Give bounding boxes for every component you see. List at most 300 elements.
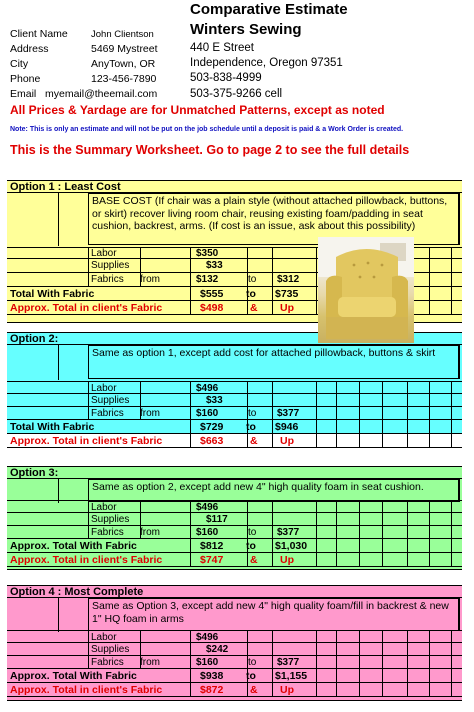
total-fabric-row-cell: $1,030 [275, 540, 308, 552]
grid-line [382, 501, 383, 512]
grid-line [429, 553, 430, 566]
grid-line [316, 553, 317, 566]
client-fabric-row-cell: & [250, 302, 258, 314]
grid-line [190, 683, 191, 696]
grid-line [247, 631, 248, 642]
grid-line [382, 526, 383, 538]
prices-note: All Prices & Yardage are for Unmatched Patterns, except as noted [10, 103, 385, 117]
labor-row-cell: Labor [91, 502, 117, 513]
labor-row-cell: Labor [91, 383, 117, 394]
option-title: Option 1 : Least Cost [10, 181, 121, 193]
grid-line [316, 407, 317, 419]
grid-line [272, 273, 273, 286]
grid-line [451, 631, 452, 642]
client-fabric-row-cell: & [250, 435, 258, 447]
grid-line [316, 656, 317, 668]
grid-line [429, 526, 430, 538]
grid-line [407, 434, 408, 447]
fabrics-row-cell: from [140, 274, 160, 285]
grid-line [451, 539, 452, 552]
grid-line [451, 434, 452, 447]
grid-line [190, 420, 191, 433]
client-fabric-row-cell: & [250, 684, 258, 696]
grid-line [88, 656, 89, 668]
fabrics-row-cell: from [140, 657, 160, 668]
fabrics-row-cell: $132 [196, 274, 219, 285]
option-description: BASE COST (If chair was a plain style (without attached pillowback, buttons, or skirt) recover living room chair, reusing existing foam/padding in seat cushion, backrest, arms. (If cost is an issue, ask about this possibility) [88, 193, 460, 245]
grid-line [429, 539, 430, 552]
client-fabric-row [7, 683, 462, 697]
grid-line [336, 407, 337, 419]
grid-line [407, 526, 408, 538]
total-fabric-row [7, 539, 462, 553]
grid-line [140, 631, 141, 642]
grid-line [190, 501, 191, 512]
total-fabric-row-cell: $1,155 [275, 670, 308, 682]
grid-line [190, 259, 191, 272]
shop-street: 440 E Street [190, 42, 254, 54]
grid-line [451, 669, 452, 682]
grid-line [336, 539, 337, 552]
grid-line [407, 643, 408, 655]
grid-line [429, 631, 430, 642]
grid-line [336, 501, 337, 512]
client-fabric-row-cell: Approx. Total in client's Fabric [10, 684, 163, 696]
grid-line [316, 539, 317, 552]
grid-line [58, 192, 59, 246]
email-value: myemail@theemail.com [45, 88, 158, 100]
grid-line [190, 656, 191, 668]
grid-line [429, 513, 430, 525]
client-fabric-row-cell: Up [280, 302, 294, 314]
grid-line [382, 539, 383, 552]
grid-line [382, 669, 383, 682]
summary-note: This is the Summary Worksheet. Go to page 2 to see the full details [10, 143, 410, 157]
grid-line [359, 420, 360, 433]
client-fabric-row-cell: Approx. Total in client's Fabric [10, 554, 163, 566]
total-fabric-row-cell: to [246, 670, 256, 682]
grid-line [140, 513, 141, 525]
total-fabric-row [7, 669, 462, 683]
grid-line [316, 301, 317, 314]
grid-line [272, 683, 273, 696]
fabrics-row-cell: to [248, 527, 257, 538]
estimate-title: Comparative Estimate [190, 1, 348, 18]
grid-line [272, 382, 273, 393]
grid-line [316, 631, 317, 642]
option-description: Same as Option 3, except add new 4" high quality foam/fill in backrest & new 1" HQ foam in arms [88, 598, 460, 631]
grid-line [247, 394, 248, 406]
fabrics-row-cell: $377 [277, 657, 300, 668]
grid-line [382, 683, 383, 696]
supplies-row-cell: $33 [206, 395, 223, 406]
grid-line [272, 669, 273, 682]
total-fabric-row-cell: Total With Fabric [10, 421, 95, 433]
grid-line [316, 273, 317, 286]
supplies-row-cell: $117 [206, 514, 228, 525]
grid-line [359, 434, 360, 447]
grid-line [247, 501, 248, 512]
client-fabric-row-cell: Approx. Total in client's Fabric [10, 302, 163, 314]
grid-line [382, 656, 383, 668]
fabrics-row-cell: $160 [196, 527, 219, 538]
grid-line [316, 434, 317, 447]
grid-line [316, 513, 317, 525]
supplies-row-cell: Supplies [91, 514, 130, 525]
grid-line [247, 248, 248, 258]
grid-line [359, 407, 360, 419]
grid-line [140, 643, 141, 655]
client-fabric-row-cell: $663 [200, 435, 224, 447]
grid-line [58, 597, 59, 632]
grid-line [336, 382, 337, 393]
grid-line [382, 407, 383, 419]
grid-line [316, 526, 317, 538]
grid-line [359, 643, 360, 655]
grid-line [190, 553, 191, 566]
grid-line [407, 553, 408, 566]
total-fabric-row-cell: $735 [275, 288, 299, 300]
client-fabric-row-cell: $747 [200, 554, 224, 566]
fabrics-row-cell: from [140, 527, 160, 538]
grid-line [429, 382, 430, 393]
supplies-row [7, 394, 462, 407]
grid-line [316, 382, 317, 393]
shop-city: Independence, Oregon 97351 [190, 57, 343, 69]
supplies-row-cell: $33 [206, 260, 223, 271]
grid-line [190, 287, 191, 300]
fabrics-row-cell: to [248, 657, 257, 668]
grid-line [140, 259, 141, 272]
grid-line [451, 273, 452, 286]
grid-line [316, 394, 317, 406]
grid-line [247, 301, 248, 314]
grid-line [190, 526, 191, 538]
labor-row-cell: $496 [196, 383, 219, 394]
grid-line [140, 394, 141, 406]
grid-line [382, 394, 383, 406]
grid-line [272, 539, 273, 552]
grid-line [190, 382, 191, 393]
grid-line [88, 248, 89, 258]
grid-line [359, 631, 360, 642]
grid-line [429, 434, 430, 447]
grid-line [451, 301, 452, 314]
grid-line [451, 553, 452, 566]
grid-line [429, 301, 430, 314]
grid-line [88, 259, 89, 272]
client-fabric-row-cell: Approx. Total in client's Fabric [10, 435, 163, 447]
fabrics-row-cell: $377 [277, 408, 300, 419]
grid-line [359, 553, 360, 566]
grid-line [247, 259, 248, 272]
city-value: AnyTown, OR [91, 58, 156, 70]
grid-line [272, 248, 273, 258]
client-fabric-row-cell: Up [280, 435, 294, 447]
grid-line [247, 434, 248, 447]
grid-line [451, 287, 452, 300]
grid-line [336, 394, 337, 406]
fabrics-row-cell: from [140, 408, 160, 419]
phone-value: 123-456-7890 [91, 73, 157, 85]
fabrics-row-cell: $160 [196, 657, 219, 668]
grid-line [316, 683, 317, 696]
grid-line [429, 248, 430, 258]
grid-line [88, 407, 89, 419]
grid-line [429, 683, 430, 696]
total-fabric-row-cell: to [246, 421, 256, 433]
grid-line [451, 683, 452, 696]
grid-line [316, 259, 317, 272]
grid-line [382, 513, 383, 525]
client-name-value: John Clientson [91, 29, 154, 40]
grid-line [407, 683, 408, 696]
grid-line [190, 273, 191, 286]
client-fabric-row [7, 434, 462, 448]
fabrics-row-cell: Fabrics [91, 408, 124, 419]
shop-cell: 503-375-9266 cell [190, 88, 283, 100]
fabrics-row-cell: $312 [277, 274, 300, 285]
grid-line [359, 501, 360, 512]
grid-line [316, 287, 317, 300]
grid-line [407, 513, 408, 525]
fabrics-row-cell: Fabrics [91, 527, 124, 538]
grid-line [407, 420, 408, 433]
grid-line [429, 420, 430, 433]
labor-row-cell: $496 [196, 632, 219, 643]
grid-line [359, 539, 360, 552]
labor-row [7, 500, 462, 513]
grid-line [272, 287, 273, 300]
grid-line [316, 669, 317, 682]
supplies-row-cell: $242 [206, 644, 229, 655]
total-fabric-row-cell: Approx. Total With Fabric [10, 540, 137, 552]
fabrics-row-cell: Fabrics [91, 274, 124, 285]
grid-line [429, 407, 430, 419]
client-fabric-row [7, 553, 462, 567]
grid-line [272, 407, 273, 419]
grid-line [407, 631, 408, 642]
grid-line [247, 513, 248, 525]
grid-line [451, 501, 452, 512]
grid-line [272, 301, 273, 314]
grid-line [272, 631, 273, 642]
option-description: Same as option 2, except add new 4" high quality foam in seat cushion. [88, 479, 460, 502]
supplies-row [7, 513, 462, 526]
fabrics-row [7, 656, 462, 669]
grid-line [190, 434, 191, 447]
client-fabric-row-cell: $872 [200, 684, 224, 696]
grid-line [407, 669, 408, 682]
grid-line [429, 287, 430, 300]
labor-row-cell: $350 [196, 248, 219, 259]
labor-row-cell: $496 [196, 502, 219, 513]
total-fabric-row-cell: $938 [200, 670, 224, 682]
labor-row [7, 630, 462, 643]
grid-line [190, 301, 191, 314]
grid-line [190, 631, 191, 642]
grid-line [336, 526, 337, 538]
armchair-icon [318, 237, 414, 343]
grid-line [429, 259, 430, 272]
grid-line [451, 259, 452, 272]
address-label: Address [10, 43, 49, 55]
option-title: Option 2: [10, 333, 59, 345]
total-fabric-row-cell: $812 [200, 540, 224, 552]
grid-line [359, 394, 360, 406]
grid-line [429, 656, 430, 668]
grid-line [336, 643, 337, 655]
total-fabric-row [7, 420, 462, 434]
grid-line [316, 248, 317, 258]
total-fabric-row-cell: to [246, 540, 256, 552]
grid-line [88, 394, 89, 406]
client-fabric-row-cell: $498 [200, 302, 224, 314]
grid-line [451, 643, 452, 655]
total-fabric-row-cell: $555 [200, 288, 224, 300]
grid-line [429, 501, 430, 512]
grid-line [382, 631, 383, 642]
email-label: Email [10, 88, 37, 100]
grid-line [190, 407, 191, 419]
grid-line [359, 513, 360, 525]
labor-row-cell: Labor [91, 632, 117, 643]
total-fabric-row-cell: $729 [200, 421, 224, 433]
grid-line [140, 382, 141, 393]
grid-line [272, 526, 273, 538]
grid-line [88, 526, 89, 538]
grid-line [272, 420, 273, 433]
supplies-row-cell: Supplies [91, 644, 130, 655]
grid-line [382, 420, 383, 433]
fabrics-row [7, 526, 462, 539]
total-fabric-row-cell: Total With Fabric [10, 288, 95, 300]
supplies-row-cell: Supplies [91, 395, 130, 406]
grid-line [272, 501, 273, 512]
grid-line [336, 420, 337, 433]
grid-line [272, 553, 273, 566]
grid-line [272, 259, 273, 272]
client-fabric-row-cell: Up [280, 684, 294, 696]
client-fabric-row-cell: & [250, 554, 258, 566]
fabrics-row-cell: $377 [277, 527, 300, 538]
labor-row-cell: Labor [91, 248, 117, 259]
shop-phone: 503-838-4999 [190, 72, 262, 84]
grid-line [407, 501, 408, 512]
grid-line [272, 434, 273, 447]
grid-line [451, 394, 452, 406]
grid-line [451, 407, 452, 419]
supplies-row [7, 643, 462, 656]
grid-line [58, 344, 59, 380]
grid-line [451, 656, 452, 668]
client-fabric-row-cell: Up [280, 554, 294, 566]
grid-line [359, 382, 360, 393]
grid-line [382, 643, 383, 655]
grid-line [382, 434, 383, 447]
grid-line [407, 539, 408, 552]
labor-row [7, 381, 462, 394]
grid-line [407, 656, 408, 668]
grid-line [272, 656, 273, 668]
grid-line [88, 382, 89, 393]
grid-line [407, 382, 408, 393]
grid-line [451, 248, 452, 258]
grid-line [336, 631, 337, 642]
option-description: Same as option 1, except add cost for attached pillowback, buttons & skirt [88, 345, 460, 379]
grid-line [140, 501, 141, 512]
grid-line [247, 553, 248, 566]
grid-line [88, 501, 89, 512]
grid-line [272, 513, 273, 525]
grid-line [336, 553, 337, 566]
grid-line [88, 631, 89, 642]
fabrics-row-cell: Fabrics [91, 657, 124, 668]
fabrics-row [7, 407, 462, 420]
grid-line [429, 643, 430, 655]
grid-line [429, 394, 430, 406]
grid-line [316, 420, 317, 433]
grid-line [88, 273, 89, 286]
grid-line [316, 643, 317, 655]
grid-line [429, 273, 430, 286]
phone-label: Phone [10, 73, 41, 85]
grid-line [88, 513, 89, 525]
grid-line [247, 683, 248, 696]
grid-line [336, 656, 337, 668]
grid-line [190, 643, 191, 655]
shop-name: Winters Sewing [190, 21, 302, 38]
grid-line [359, 526, 360, 538]
grid-line [407, 407, 408, 419]
grid-line [359, 669, 360, 682]
total-fabric-row-cell: to [246, 288, 256, 300]
grid-line [451, 526, 452, 538]
grid-line [451, 382, 452, 393]
grid-line [382, 382, 383, 393]
fabrics-row-cell: $160 [196, 408, 219, 419]
total-fabric-row-cell: Approx. Total With Fabric [10, 670, 137, 682]
grid-line [247, 382, 248, 393]
grid-line [272, 643, 273, 655]
fabrics-row-cell: to [248, 274, 257, 285]
chair-photo [318, 237, 414, 343]
grid-line [407, 394, 408, 406]
address-value: 5469 Mystreet [91, 43, 158, 55]
estimate-note: Note: This is only an estimate and will not be put on the job schedule until a deposit is paid & a Work Order is created. [10, 126, 404, 133]
grid-line [336, 683, 337, 696]
grid-line [190, 669, 191, 682]
grid-line [336, 669, 337, 682]
client-name-label: Client Name [10, 28, 68, 40]
supplies-row-cell: Supplies [91, 260, 130, 271]
grid-line [247, 643, 248, 655]
option-title: Option 3: [10, 467, 59, 479]
grid-line [359, 683, 360, 696]
city-label: City [10, 58, 29, 70]
grid-line [382, 553, 383, 566]
total-fabric-row-cell: $946 [275, 421, 299, 433]
grid-line [140, 248, 141, 258]
grid-line [451, 420, 452, 433]
grid-line [272, 394, 273, 406]
grid-line [190, 248, 191, 258]
grid-line [88, 643, 89, 655]
option-title: Option 4 : Most Complete [10, 586, 144, 598]
grid-line [336, 513, 337, 525]
fabrics-row-cell: to [248, 408, 257, 419]
grid-line [190, 539, 191, 552]
